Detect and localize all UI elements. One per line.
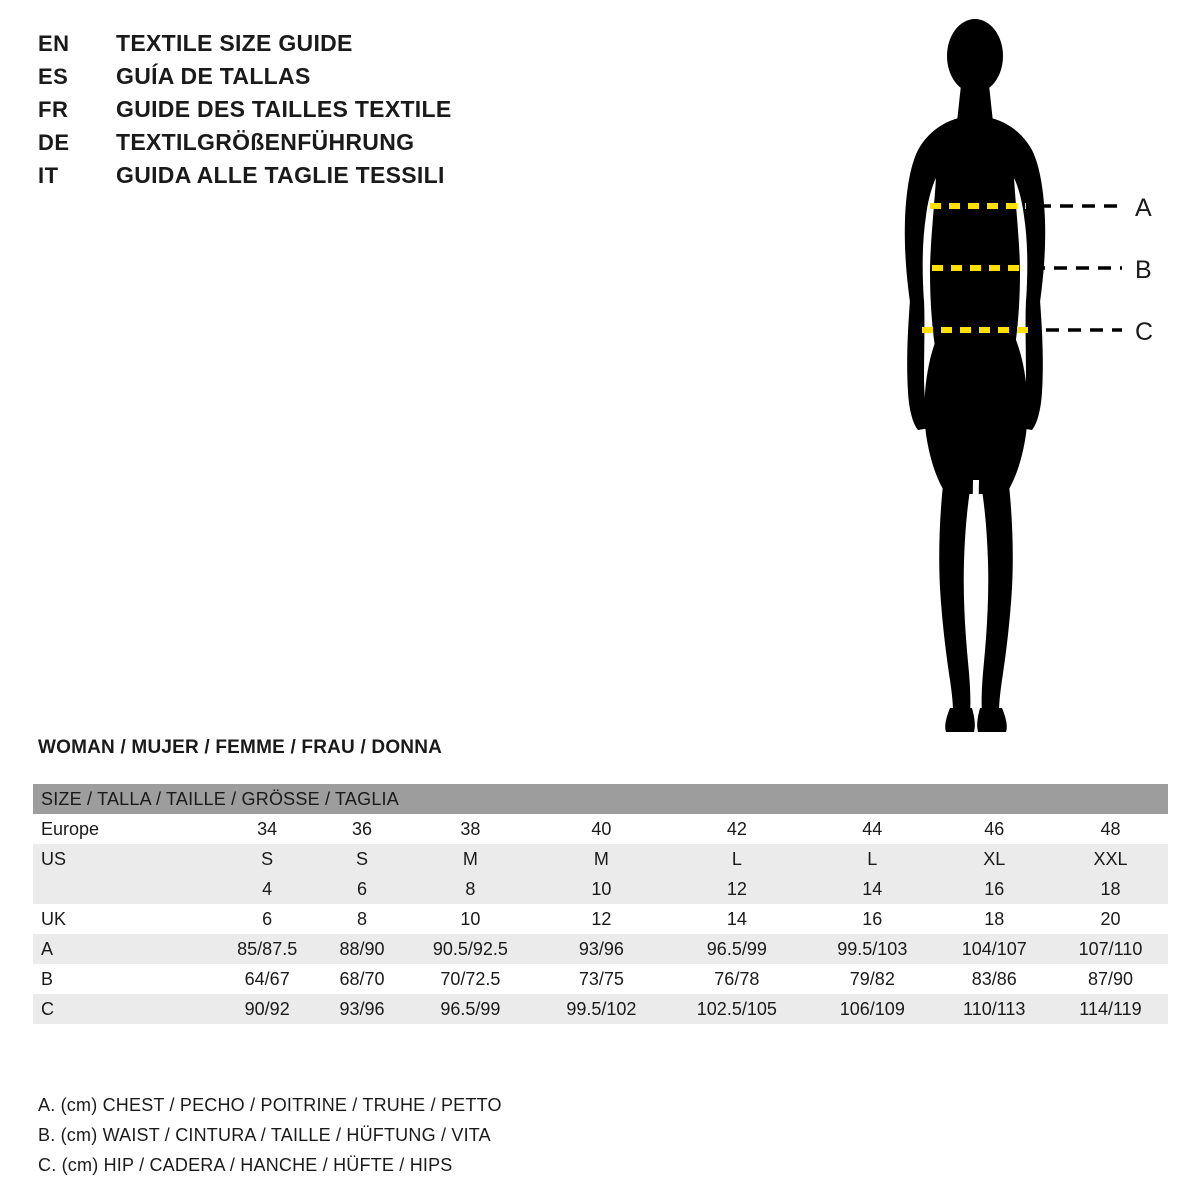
cell-europe-6: 46 bbox=[936, 814, 1053, 844]
footnote-c: C. (cm) HIP / CADERA / HANCHE / HÜFTE / HIPS bbox=[38, 1155, 453, 1175]
cell-uk-2: 10 bbox=[403, 904, 538, 934]
table-row-us-numeric bbox=[33, 874, 1168, 904]
footnote-a: A. (cm) CHEST / PECHO / POITRINE / TRUHE / PETTO bbox=[38, 1095, 502, 1115]
cell-us-6: XL bbox=[936, 844, 1053, 874]
cell-c-4: 102.5/105 bbox=[665, 994, 810, 1024]
cell-usnum-3: 10 bbox=[538, 874, 664, 904]
language-code-de: DE bbox=[38, 130, 70, 155]
cell-b-4: 76/78 bbox=[665, 964, 810, 994]
cell-b-1: 68/70 bbox=[321, 964, 402, 994]
cell-c-3: 99.5/102 bbox=[538, 994, 664, 1024]
footnote-b: B. (cm) WAIST / CINTURA / TAILLE / HÜFTUNG / VITA bbox=[38, 1125, 491, 1145]
title-text-es: GUÍA DE TALLAS bbox=[116, 63, 311, 89]
cell-europe-7: 48 bbox=[1053, 814, 1168, 844]
row-label-uk: UK bbox=[33, 904, 213, 934]
cell-b-6: 83/86 bbox=[936, 964, 1053, 994]
cell-usnum-1: 6 bbox=[321, 874, 402, 904]
cell-us-2: M bbox=[403, 844, 538, 874]
title-row-en bbox=[38, 30, 678, 63]
language-code-es: ES bbox=[38, 64, 69, 89]
row-label-b: B bbox=[33, 964, 213, 994]
cell-europe-1: 36 bbox=[321, 814, 402, 844]
cell-uk-7: 20 bbox=[1053, 904, 1168, 934]
cell-uk-0: 6 bbox=[213, 904, 321, 934]
row-label-a: A bbox=[33, 934, 213, 964]
cell-europe-4: 42 bbox=[665, 814, 810, 844]
title-row-es bbox=[38, 63, 678, 96]
cell-usnum-4: 12 bbox=[665, 874, 810, 904]
cell-us-4: L bbox=[665, 844, 810, 874]
cell-b-5: 79/82 bbox=[809, 964, 935, 994]
title-text-fr: GUIDE DES TAILLES TEXTILE bbox=[116, 96, 452, 122]
footnotes bbox=[38, 1090, 838, 1180]
cell-uk-5: 16 bbox=[809, 904, 935, 934]
table-row-c bbox=[33, 994, 1168, 1024]
cell-a-3: 93/96 bbox=[538, 934, 664, 964]
cell-europe-3: 40 bbox=[538, 814, 664, 844]
cell-uk-3: 12 bbox=[538, 904, 664, 934]
language-code-fr: FR bbox=[38, 97, 69, 122]
cell-europe-2: 38 bbox=[403, 814, 538, 844]
cell-usnum-6: 16 bbox=[936, 874, 1053, 904]
size-table bbox=[33, 784, 1168, 1024]
body-measurement-figure bbox=[860, 10, 1190, 750]
marker-label-a: A bbox=[1135, 194, 1152, 222]
cell-us-0: S bbox=[213, 844, 321, 874]
cell-us-5: L bbox=[809, 844, 935, 874]
cell-usnum-5: 14 bbox=[809, 874, 935, 904]
title-row-fr bbox=[38, 96, 678, 129]
title-block bbox=[38, 30, 678, 195]
cell-c-6: 110/113 bbox=[936, 994, 1053, 1024]
cell-uk-6: 18 bbox=[936, 904, 1053, 934]
cell-b-2: 70/72.5 bbox=[403, 964, 538, 994]
table-header-row bbox=[33, 784, 1168, 814]
cell-us-3: M bbox=[538, 844, 664, 874]
cell-us-7: XXL bbox=[1053, 844, 1168, 874]
marker-label-c: C bbox=[1135, 318, 1154, 346]
row-label-c: C bbox=[33, 994, 213, 1024]
cell-a-1: 88/90 bbox=[321, 934, 402, 964]
cell-uk-4: 14 bbox=[665, 904, 810, 934]
title-text-it: GUIDA ALLE TAGLIE TESSILI bbox=[116, 162, 445, 188]
cell-europe-5: 44 bbox=[809, 814, 935, 844]
title-row-it bbox=[38, 162, 678, 195]
cell-c-2: 96.5/99 bbox=[403, 994, 538, 1024]
cell-europe-0: 34 bbox=[213, 814, 321, 844]
title-text-de: TEXTILGRÖßENFÜHRUNG bbox=[116, 129, 415, 155]
cell-b-0: 64/67 bbox=[213, 964, 321, 994]
cell-a-4: 96.5/99 bbox=[665, 934, 810, 964]
cell-c-0: 90/92 bbox=[213, 994, 321, 1024]
row-label-us-numeric bbox=[33, 874, 213, 904]
female-body-silhouette-shape bbox=[905, 19, 1045, 732]
cell-b-7: 87/90 bbox=[1053, 964, 1168, 994]
cell-c-5: 106/109 bbox=[809, 994, 935, 1024]
cell-a-7: 107/110 bbox=[1053, 934, 1168, 964]
table-row-europe bbox=[33, 814, 1168, 844]
row-label-us: US bbox=[33, 844, 213, 874]
table-row-a bbox=[33, 934, 1168, 964]
language-code-it: IT bbox=[38, 163, 59, 188]
table-row-uk bbox=[33, 904, 1168, 934]
cell-c-7: 114/119 bbox=[1053, 994, 1168, 1024]
cell-us-1: S bbox=[321, 844, 402, 874]
cell-a-5: 99.5/103 bbox=[809, 934, 935, 964]
section-heading-woman: WOMAN / MUJER / FEMME / FRAU / DONNA bbox=[38, 737, 443, 758]
cell-uk-1: 8 bbox=[321, 904, 402, 934]
language-code-en: EN bbox=[38, 31, 70, 56]
cell-c-1: 93/96 bbox=[321, 994, 402, 1024]
cell-usnum-7: 18 bbox=[1053, 874, 1168, 904]
marker-label-b: B bbox=[1135, 256, 1152, 284]
table-row-us bbox=[33, 844, 1168, 874]
table-header-label: SIZE / TALLA / TAILLE / GRÖSSE / TAGLIA bbox=[33, 784, 1168, 814]
title-row-de bbox=[38, 129, 678, 162]
title-text-en: TEXTILE SIZE GUIDE bbox=[116, 30, 353, 56]
cell-usnum-0: 4 bbox=[213, 874, 321, 904]
cell-a-0: 85/87.5 bbox=[213, 934, 321, 964]
cell-b-3: 73/75 bbox=[538, 964, 664, 994]
table-row-b bbox=[33, 964, 1168, 994]
cell-a-6: 104/107 bbox=[936, 934, 1053, 964]
cell-usnum-2: 8 bbox=[403, 874, 538, 904]
row-label-europe: Europe bbox=[33, 814, 213, 844]
cell-a-2: 90.5/92.5 bbox=[403, 934, 538, 964]
